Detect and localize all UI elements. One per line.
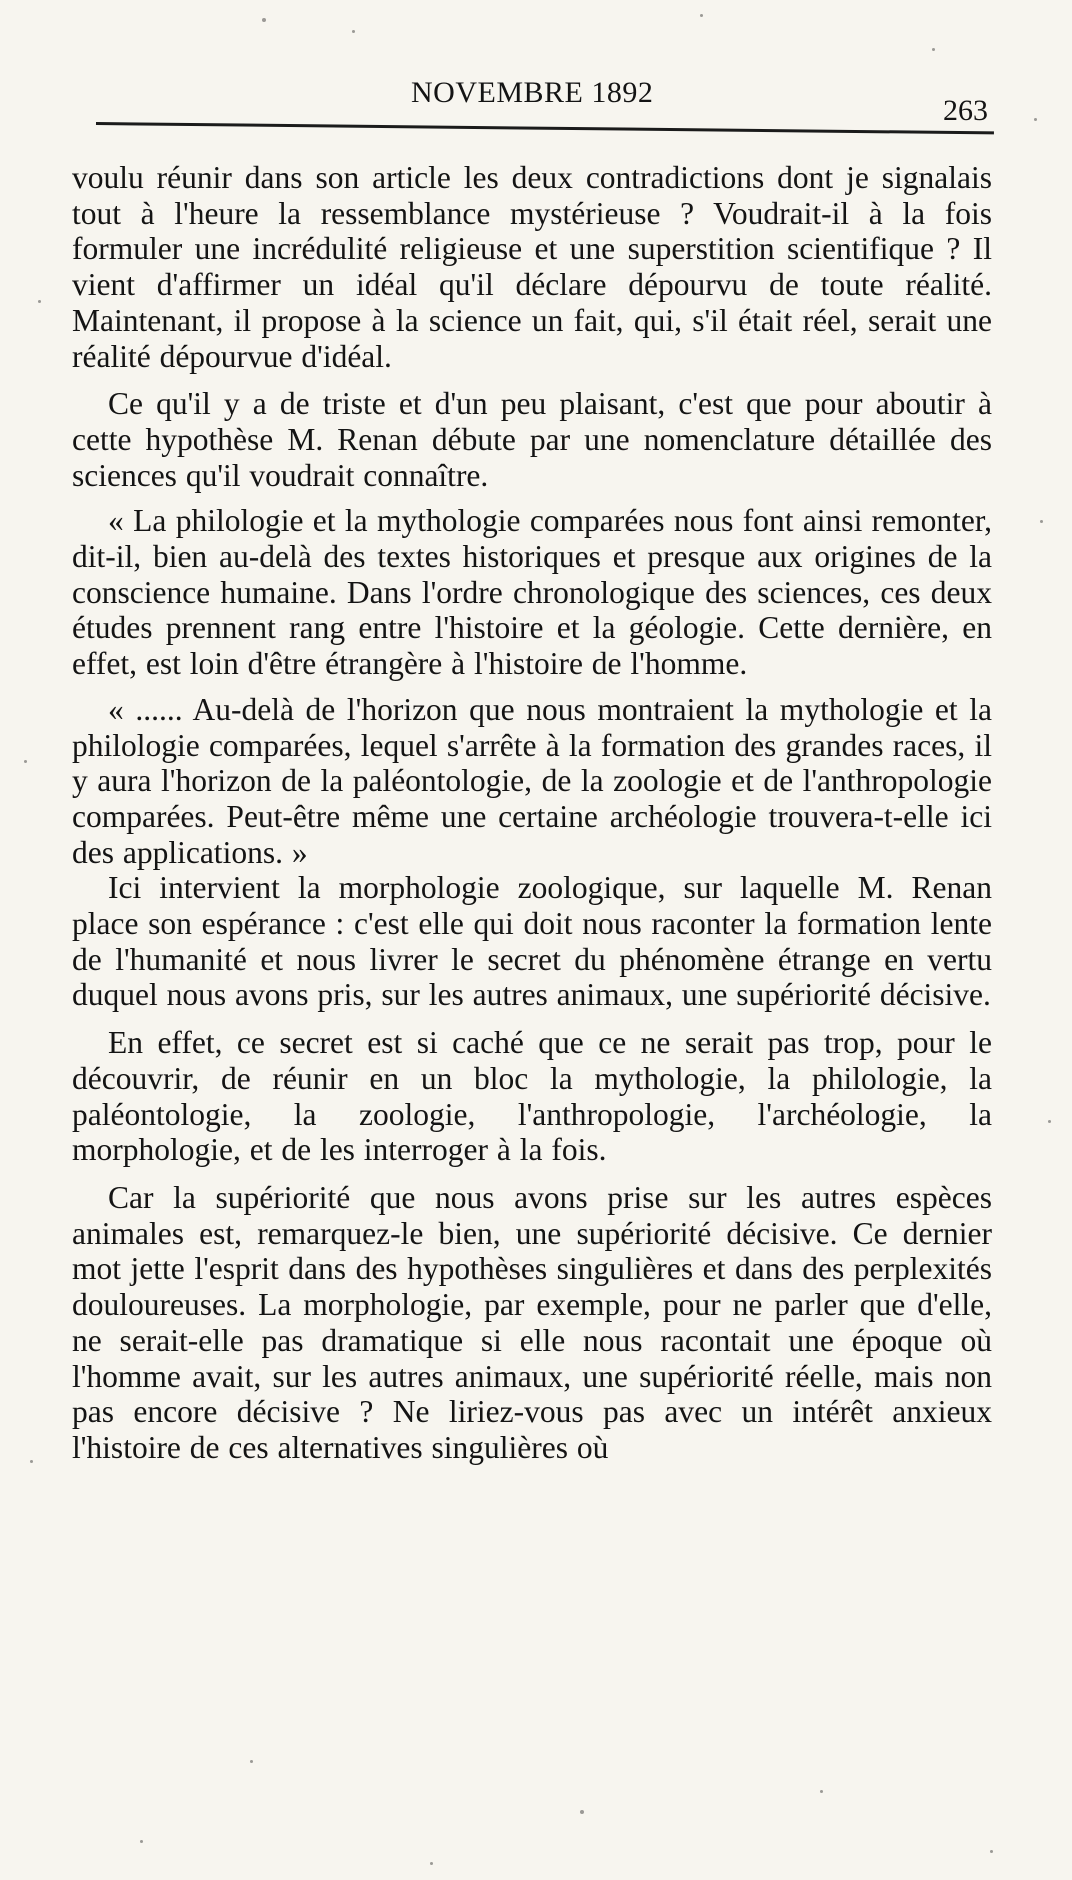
header-rule — [96, 122, 994, 134]
print-speckle — [140, 1840, 143, 1843]
print-speckle — [1048, 1120, 1051, 1123]
print-speckle — [38, 300, 41, 303]
print-speckle — [700, 14, 703, 17]
renan-quotation — [72, 503, 992, 870]
paragraph-morphologie: Ici intervient la morphologie zoologique, sur laquelle M. Renan place son espérance : c'est elle qui doit nous raconter la formation lente de l'humanité et nous livrer le secret du phénomène étrange en vertu duquel nous avons pris, sur les autres animaux, une supériorité décisive. — [72, 870, 992, 1013]
print-speckle — [430, 1862, 433, 1865]
page-header — [96, 70, 994, 130]
body-text — [72, 160, 992, 1466]
paragraph-secret: En effet, ce secret est si caché que ce ne serait pas trop, pour le découvrir, de réunir en un bloc la mythologie, la philologie, la paléontologie, la zoologie, l'anthropologie, l'archéologie, la morphologie, et de les interroger à la fois. — [72, 1025, 992, 1168]
paragraph-continuation: voulu réunir dans son article les deux contradictions dont je signalais tout à l'heure la ressemblance mystérieuse ? Voudrait-il à la fois formuler une incrédulité religieuse et une superstition scientifique ? Il vient d'affirmer un idéal qu'il déclare dépourvu de toute réalité. Maintenant, il propose à la science un fait, qui, s'il était réel, serait une réalité dépourvue d'idéal. — [72, 160, 992, 374]
print-speckle — [352, 30, 355, 33]
print-speckle — [580, 1810, 584, 1814]
print-speckle — [990, 1850, 993, 1853]
print-speckle — [932, 48, 935, 51]
print-speckle — [1040, 520, 1043, 523]
print-speckle — [1034, 118, 1037, 121]
page-number: 263 — [943, 94, 988, 127]
print-speckle — [262, 18, 266, 22]
print-speckle — [820, 1790, 823, 1793]
print-speckle — [24, 760, 27, 763]
quotation-paragraph-2: « ...... Au-delà de l'horizon que nous montraient la mythologie et la philologie comparées, lequel s'arrête à la formation des grandes races, il y aura l'horizon de la paléontologie, de la zoologie et de l'anthropologie comparées. Peut-être même une certaine archéologie trouvera-t-elle ici des applications. » — [72, 691, 992, 870]
quotation-paragraph-1: « La philologie et la mythologie comparées nous font ainsi remonter, dit-il, bien au-delà des textes historiques et presque aux origines de la conscience humaine. Dans l'ordre chronologique des sciences, ces deux études prennent rang entre l'histoire et la géologie. Cette dernière, en effet, est loin d'être étrangère à l'histoire de l'homme. — [72, 503, 992, 682]
print-speckle — [250, 1760, 253, 1763]
print-speckle — [30, 1460, 33, 1463]
running-title: NOVEMBRE 1892 — [411, 76, 654, 109]
paragraph-renan-nomenclature: Ce qu'il y a de triste et d'un peu plaisant, c'est que pour aboutir à cette hypothèse M. Renan débute par une nomenclature détaillée des sciences qu'il voudrait connaître. — [72, 386, 992, 493]
paragraph-superiorite: Car la supériorité que nous avons prise sur les autres espèces animales est, remarquez-le bien, une supériorité décisive. Ce dernier mot jette l'esprit dans des hypothèses singulières et dans des perplexités douloureuses. La morphologie, par exemple, pour ne parler que d'elle, ne serait-elle pas dramatique si elle nous racontait une époque où l'homme avait, sur les autres animaux, une supériorité réelle, mais non pas encore décisive ? Ne liriez-vous pas avec un intérêt anxieux l'histoire de ces alternatives singulières où — [72, 1179, 992, 1465]
